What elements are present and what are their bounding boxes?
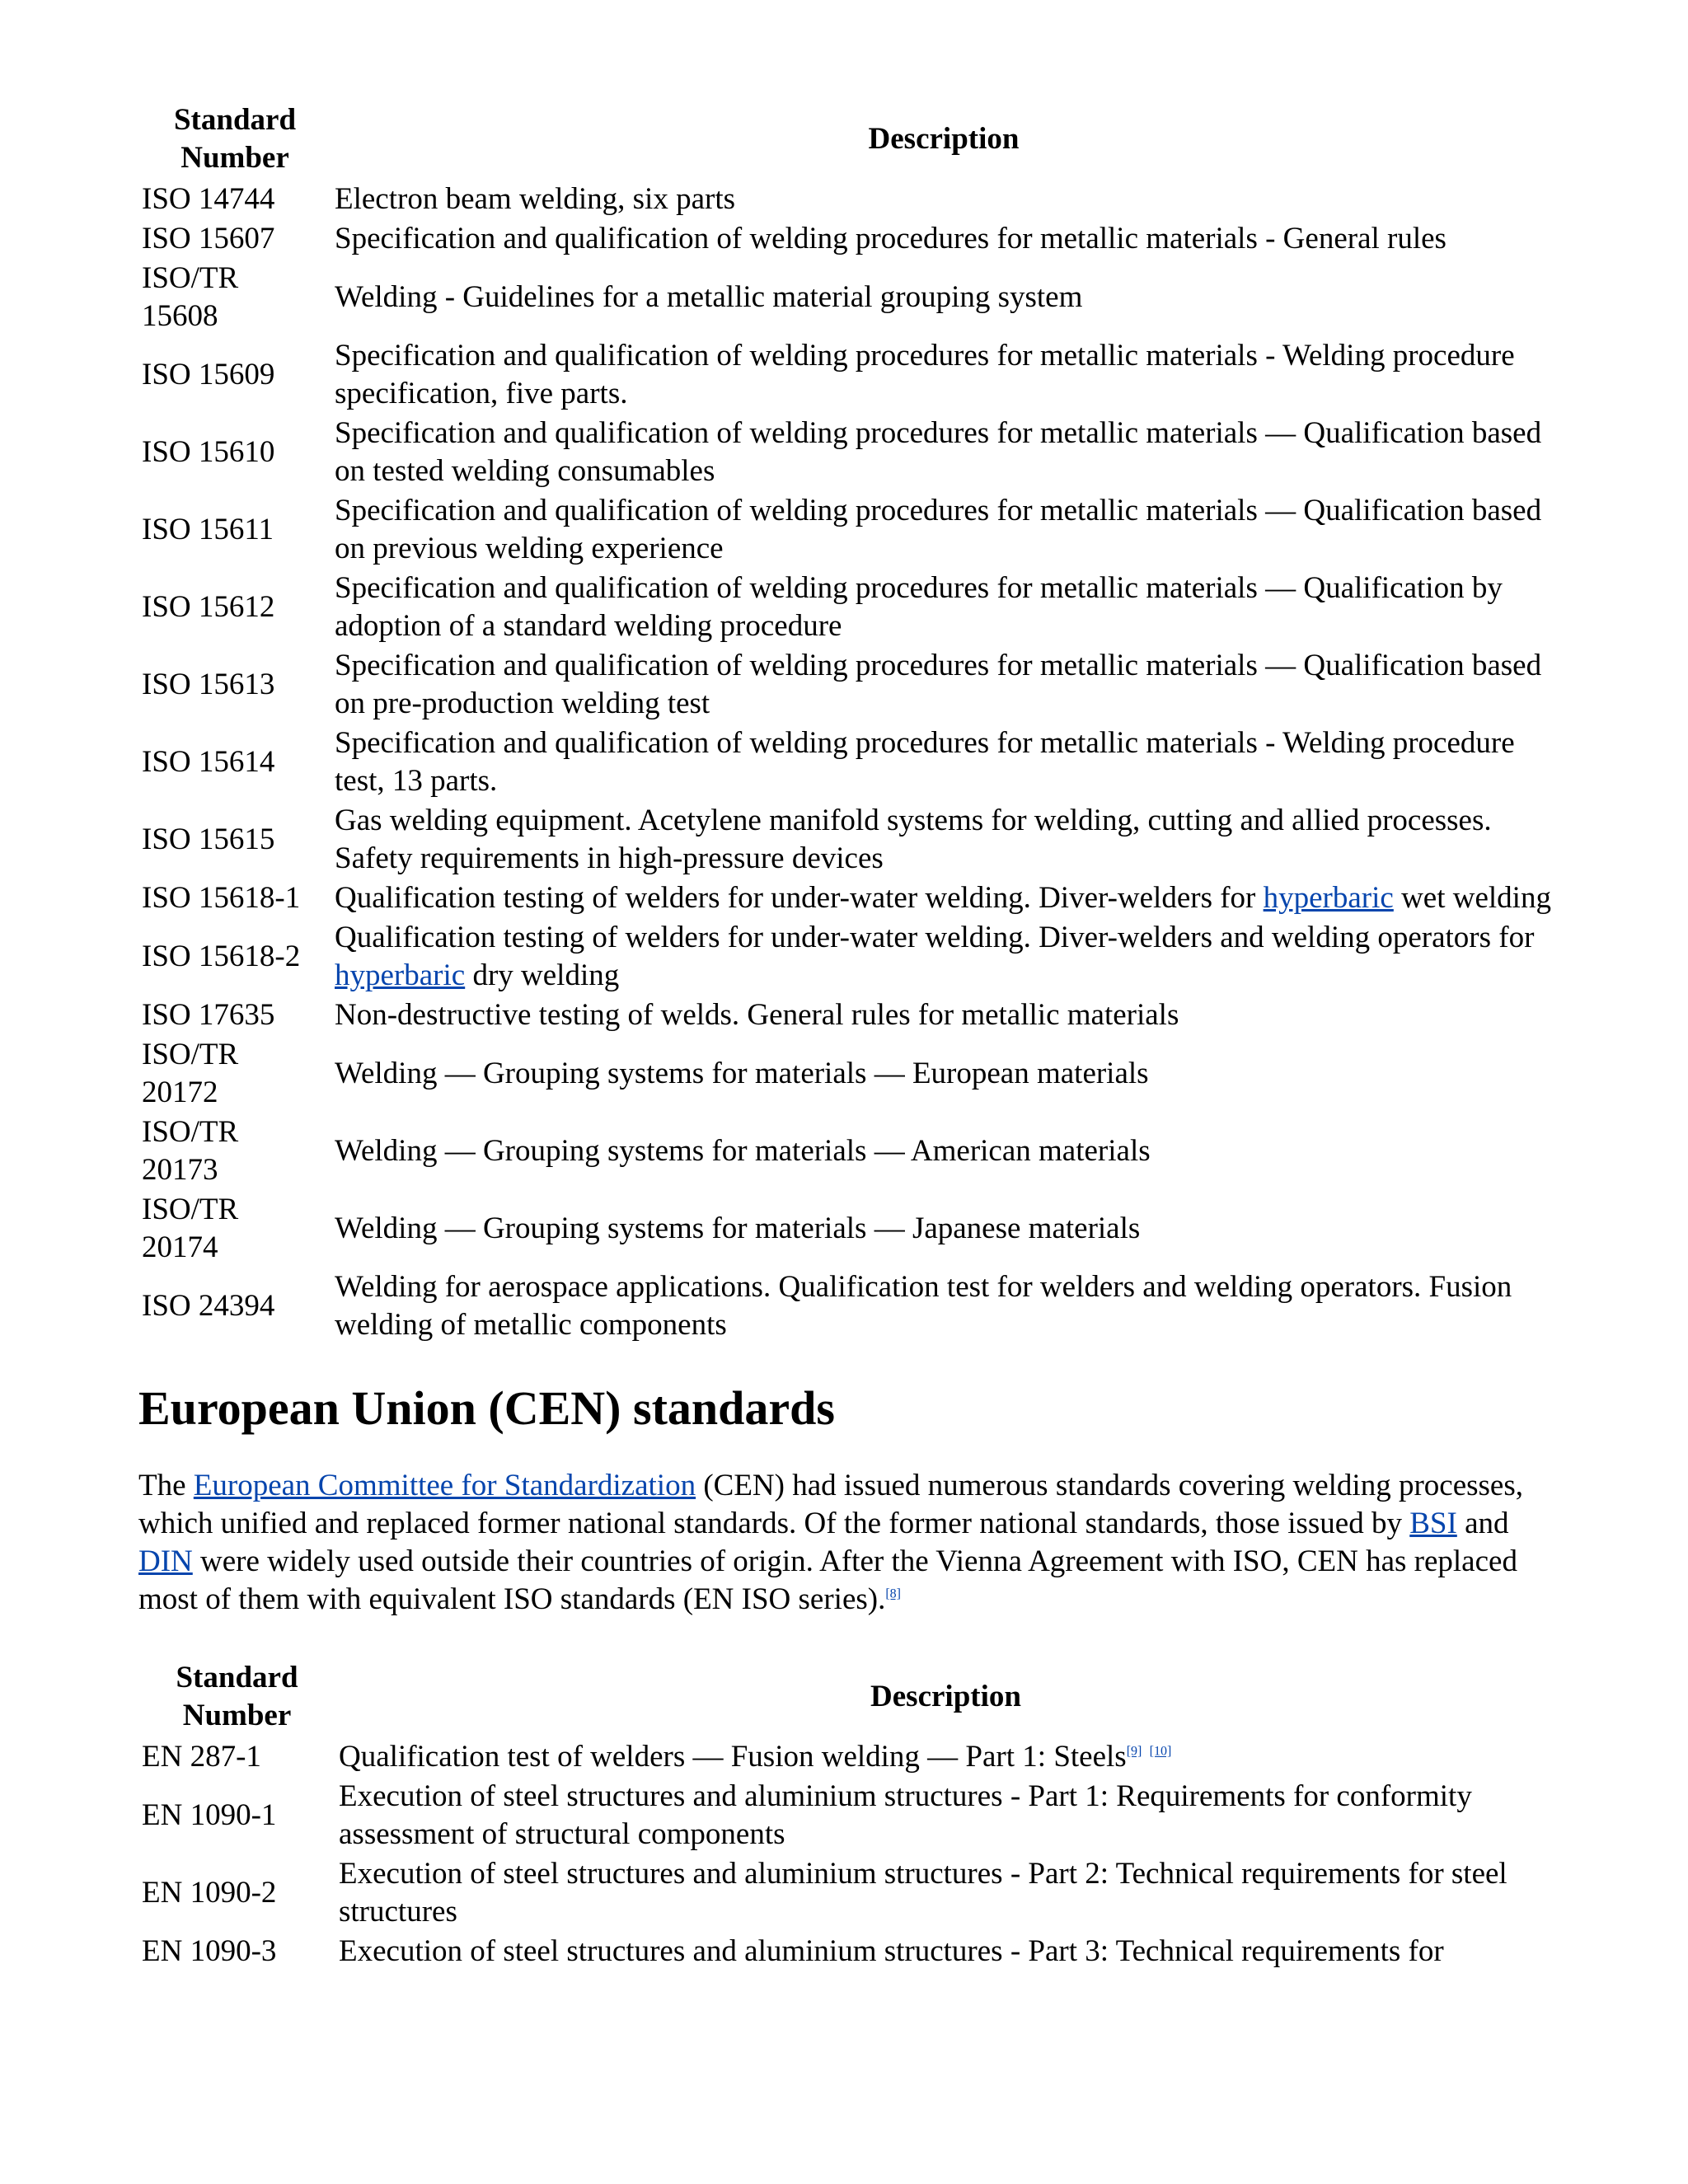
column-header-standard-number: Standard Number <box>173 103 297 175</box>
iso-standards-table <box>138 99 1556 1345</box>
table-row <box>138 801 1556 879</box>
standard-number: ISO/TR 15608 <box>142 261 239 333</box>
standard-number: ISO 15618-2 <box>142 940 301 973</box>
standard-number: ISO/TR 20174 <box>142 1193 239 1264</box>
standard-number: ISO 15614 <box>142 745 275 779</box>
standard-number: ISO 24394 <box>142 1289 275 1323</box>
reference-10-link[interactable]: [10] <box>1149 1744 1172 1759</box>
standard-description: Specification and qualification of welding procedures for metallic materials - Welding procedure specification, five parts. <box>335 339 1515 410</box>
table-row <box>138 1932 1556 1971</box>
standard-number: ISO 15618-1 <box>142 881 301 915</box>
table-row <box>138 724 1556 801</box>
table-row <box>138 336 1556 414</box>
standard-number: ISO 15610 <box>142 435 275 469</box>
table-header-row <box>138 99 1556 180</box>
table-row <box>138 879 1556 918</box>
table-row <box>138 1035 1556 1113</box>
standard-number: ISO 15612 <box>142 590 275 624</box>
cen-intro-paragraph <box>138 1467 1540 1619</box>
standard-description: Welding - Guidelines for a metallic material grouping system <box>335 280 1083 314</box>
reference-9-link[interactable]: [9] <box>1126 1744 1142 1759</box>
description-text: dry welding <box>465 958 620 992</box>
column-header-description: Description <box>868 122 1020 156</box>
standard-description <box>331 879 1556 918</box>
description-text: Qualification test of welders — Fusion welding — Part 1: Steels <box>339 1740 1127 1774</box>
din-link[interactable]: DIN <box>138 1544 193 1578</box>
standard-number: EN 1090-2 <box>142 1876 277 1910</box>
standard-number: EN 287-1 <box>142 1740 261 1774</box>
standard-number: EN 1090-3 <box>142 1934 277 1968</box>
standard-description <box>331 918 1556 996</box>
hyperbaric-link[interactable]: hyperbaric <box>1263 881 1394 915</box>
standard-description: Execution of steel structures and aluminium structures - Part 3: Technical requirements for <box>339 1934 1444 1968</box>
standard-description: Welding — Grouping systems for materials — European materials <box>335 1057 1149 1090</box>
reference-8 <box>885 1587 901 1601</box>
table-row <box>138 1113 1556 1190</box>
standard-description: Specification and qualification of welding procedures for metallic materials — Qualification based on tested welding consumables <box>335 416 1542 488</box>
reference-8-link[interactable]: [8] <box>885 1586 901 1601</box>
standard-description: Specification and qualification of welding procedures for metallic materials - General rules <box>335 222 1447 255</box>
intro-text: (CEN) had issued numerous standards covering welding processes, which unified and replaced former national standards. Of the former national standards, those issued by <box>138 1469 1523 1540</box>
standard-description <box>335 1737 1556 1777</box>
table-row <box>138 646 1556 724</box>
standard-number: EN 1090-1 <box>142 1798 277 1832</box>
bsi-link[interactable]: BSI <box>1409 1507 1457 1540</box>
standard-description: Gas welding equipment. Acetylene manifold systems for welding, cutting and allied processes. Safety requirements in high-pressure devices <box>335 804 1492 875</box>
standard-description: Specification and qualification of welding procedures for metallic materials - Welding procedure test, 13 parts. <box>335 726 1515 798</box>
european-committee-link[interactable]: European Committee for Standardization <box>193 1469 696 1502</box>
standard-number: ISO 15607 <box>142 222 275 255</box>
description-text: Qualification testing of welders for under-water welding. Diver-welders for <box>335 881 1264 915</box>
intro-text: and <box>1456 1507 1509 1540</box>
table-row <box>138 569 1556 646</box>
section-heading-cen: European Union (CEN) standards <box>138 1381 835 1435</box>
intro-text: were widely used outside their countries of origin. After the Vienna Agreement with ISO, CEN has replaced most of them with equivalent ISO standards (EN ISO series). <box>138 1544 1517 1616</box>
standard-description: Execution of steel structures and aluminium structures - Part 2: Technical requirements for steel structures <box>339 1857 1507 1929</box>
standard-number: ISO 17635 <box>142 998 275 1032</box>
table-row <box>138 259 1556 336</box>
standard-number: ISO/TR 20172 <box>142 1038 239 1109</box>
standard-number: ISO/TR 20173 <box>142 1115 239 1187</box>
standard-number: ISO 14744 <box>142 182 275 216</box>
reference-9 <box>1127 1745 1142 1759</box>
table-row <box>138 1190 1556 1268</box>
column-header-description: Description <box>870 1680 1021 1713</box>
table-row <box>138 1777 1556 1854</box>
hyperbaric-link[interactable]: hyperbaric <box>335 958 466 992</box>
table-row <box>138 996 1556 1035</box>
standard-description: Specification and qualification of welding procedures for metallic materials — Qualification based on previous welding experience <box>335 494 1542 565</box>
table-row <box>138 918 1556 996</box>
table-row <box>138 180 1556 219</box>
description-text: Qualification testing of welders for under-water welding. Diver-welders and welding operators for <box>335 921 1535 954</box>
table-row <box>138 414 1556 491</box>
description-text: wet welding <box>1393 881 1551 915</box>
cen-standards-table <box>138 1657 1556 1971</box>
standard-description: Specification and qualification of welding procedures for metallic materials — Qualification by adoption of a standard welding procedure <box>335 571 1503 643</box>
intro-text: The <box>138 1469 194 1502</box>
reference-10 <box>1150 1745 1172 1759</box>
standard-description: Welding for aerospace applications. Qualification test for welders and welding operators. Fusion welding of metallic components <box>335 1270 1512 1342</box>
table-header-row <box>138 1657 1556 1737</box>
table-row <box>138 1854 1556 1932</box>
page-content <box>138 99 1556 1971</box>
standard-description: Specification and qualification of welding procedures for metallic materials — Qualification based on pre-production welding test <box>335 649 1542 720</box>
table-row <box>138 491 1556 569</box>
standard-description: Electron beam welding, six parts <box>335 182 736 216</box>
standard-number: ISO 15611 <box>142 513 274 546</box>
standard-description: Execution of steel structures and aluminium structures - Part 1: Requirements for conformity assessment of structural components <box>339 1779 1472 1851</box>
standard-description: Welding — Grouping systems for materials — Japanese materials <box>335 1212 1141 1245</box>
standard-description: Welding — Grouping systems for materials — American materials <box>335 1134 1151 1168</box>
standard-number: ISO 15615 <box>142 823 275 856</box>
table-row <box>138 1268 1556 1345</box>
standard-number: ISO 15609 <box>142 358 275 391</box>
table-row <box>138 219 1556 259</box>
standard-number: ISO 15613 <box>142 668 275 701</box>
table-row <box>138 1737 1556 1777</box>
column-header-standard-number: Standard Number <box>176 1661 298 1732</box>
standard-description: Non-destructive testing of welds. General rules for metallic materials <box>335 998 1179 1032</box>
